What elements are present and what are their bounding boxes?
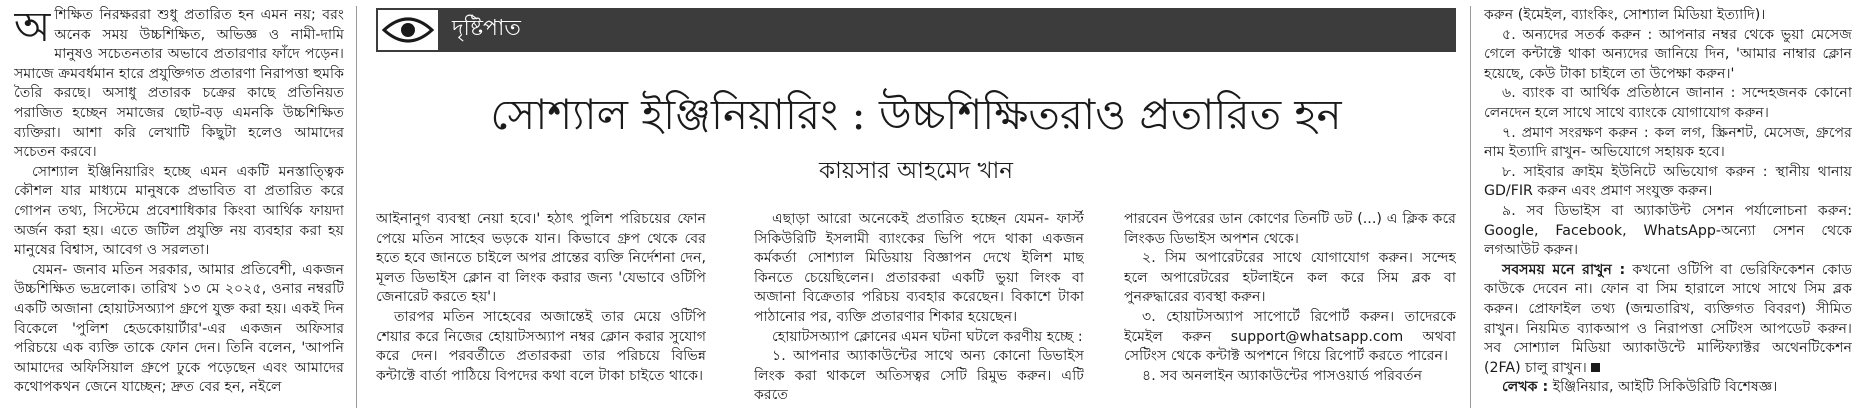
drop-cap: অ [14, 6, 51, 51]
column-divider [1470, 6, 1471, 408]
article-byline: কায়সার আহমেদ খান [819, 158, 1013, 184]
paragraph: যেমন- জনাব মতিন সরকার, আমার প্রতিবেশী, একজন উচ্চশিক্ষিত ভদ্রলোক। তারিখ ১৩ মে ২০২৫, ওনার নম্বরটি একটি অজানা হোয়াটসঅ্যাপ গ্রুপে যুক্ত করা হয়। একই দিন বিকেলে 'পুলিশ হেডকোয়ার্টার'-এর একজন অফিসার পরিচয়ে এক ব্যক্তি তাকে ফোন দেন। তিনি বলেন, 'আপনি আমাদের অফিসিয়াল গ্রুপে ঢুকে পড়েছেন এবং আমাদের কথোপকথন জেনে যাচ্ছেন; দ্রুত বের হন, নইলে [14, 261, 344, 396]
advice-text: কখনো ওটিপি বা ভেরিফিকেশন কোড কাউকে দেবেন না। ফোন বা সিম হারালে সাথে সাথে সিম ব্লক করুন। প্রোফাইল তথ্য (জন্মতারিখ, ব্যক্তিগত বিবরণ) সীমিত রাখুন। নিয়মিত ব্যাকআপ ও নিরাপত্তা সেটিংস আপডেট করুন। সব সোশ্যাল মিডিয়া অ্যাকাউন্টে মাল্টিফ্যাক্টর অথেনটিকেশন (2FA) চালু রাখুন। [1484, 261, 1852, 376]
paragraph: ৫. অন্যদের সতর্ক করুন : আপনার নম্বর থেকে ভুয়া মেসেজ গেলে কন্টাক্টে থাকা অন্যদের জানিয়ে দিন, 'আমার নাম্বার ক্লোন হয়েছে, কেউ টাকা চাইলে তা উপেক্ষা করুন।' [1484, 26, 1852, 82]
advice-lead: সবসময় মনে রাখুন : [1502, 261, 1626, 278]
paragraph: হোয়াটসঅ্যাপ ক্লোনের এমন ঘটনা ঘটলে করণীয় হচ্ছে : [772, 328, 1083, 345]
article-column-5 [1484, 6, 1852, 408]
intro-text: শিক্ষিত নিরক্ষররা শুধু প্রতারিত হন এমন নয়; বরং অনেক সময় উচ্চশিক্ষিত, অভিজ্ঞ ও নামী-দামি মানুষও সচেতনতার অভাবে প্রতারণার ফাঁদে পড়েন। সমাজে ক্রমবর্ধমান হারে প্রযুক্তিগত প্রতারণা নিরাপত্তা হুমকি তৈরি করছে। অসাধু প্রতারক চক্রের কাছে প্রতিনিয়ত পরাজিত হচ্ছেন সমাজের ছোট-বড় এমনকি উচ্চশিক্ষিত ব্যক্তিরা। আশা করি লেখাটি কিছুটা হলেও আমাদের সচেতন করবে। [14, 7, 344, 161]
advice-paragraph [1484, 261, 1852, 379]
eye-icon [376, 8, 440, 52]
paragraph: ৪. সব অনলাইন অ্যাকাউন্টের পাসওয়ার্ড পরিবর্তন [1142, 367, 1423, 384]
paragraph: ১. আপনার অ্যাকাউন্টের সাথে অন্য কোনো ডিভাইস লিংক করা থাকলে অতিসত্বর সেটি রিমুভ করুন। এটি করতে [754, 348, 1084, 404]
paragraph: ৬. ব্যাংক বা আর্থিক প্রতিষ্ঠানে জানান : সন্দেহজনক কোনো লেনদেন হলে সাথে সাথে ব্যাংকে যোগাযোগ করুন। [1484, 85, 1852, 121]
paragraph: আইনানুগ ব্যবস্থা নেয়া হবে।' হঠাৎ পুলিশ পরিচয়ের ফোন পেয়ে মতিন সাহেব ভড়কে যান। কিভাবে গ্রুপ থেকে বের হতে হবে জানতে চাইলে অপর প্রান্তের ব্যক্তি নির্দেশনা দেন, মূলত ডিভাইস ক্লোন বা লিংক করার জন্য 'যেভাবে ওটিপি জেনারেট করতে হয়'। [376, 211, 706, 306]
article-column-3 [754, 210, 1084, 408]
article-column-1 [14, 6, 344, 408]
paragraph: ৩. হোয়াটসঅ্যাপ সাপোর্টে রিপোর্ট করুন। তাদেরকে ইমেইল করুন support@whatsapp.com অথবা সেটিংস থেকে কন্টাক্ট অপশনে গিয়ে রিপোর্ট করতে পারেন। [1124, 308, 1456, 365]
paragraph: ৮. সাইবার ক্রাইম ইউনিটে অভিযোগ করুন : স্থানীয় থানায় GD/FIR করুন এবং প্রমাণ সংযুক্ত করুন। [1484, 163, 1852, 200]
author-note [1484, 378, 1852, 398]
paragraph: করুন (ইমেইল, ব্যাংকিং, সোশ্যাল মিডিয়া ইত্যাদি)। [1484, 7, 1766, 23]
paragraph: ২. সিম অপারেটরের সাথে যোগাযোগ করুন। সন্দেহ হলে অপারেটরের হটলাইনে কল করে সিম ব্লক বা পুনরুদ্ধারের ব্যবস্থা করুন। [1124, 250, 1456, 306]
paragraph: ৯. সব ডিভাইস বা অ্যাকাউন্ট সেশন পর্যালোচনা করুন: Google, Facebook, WhatsApp-অন্যো সেশন থেকে লগআউট করুন। [1484, 202, 1852, 259]
paragraph: ৭. প্রমাণ সংরক্ষণ করুন : কল লগ, স্ক্রিনশট, মেসেজ, গ্রুপের নাম ইত্যাদি রাখুন- অভিযোগে সহায়ক হবে। [1484, 124, 1852, 161]
article-column-2 [376, 210, 706, 408]
author-label: লেখক : [1502, 379, 1549, 396]
section-header-bar [376, 8, 1456, 52]
paragraph: এছাড়া আরো অনেকেই প্রতারিত হচ্ছেন যেমন- ফার্স্ট সিকিউরিটি ইসলামী ব্যাংকের ভিপি পদে থাকা একজন কর্মকর্তা সোশ্যাল মিডিয়ায় বিজ্ঞাপন দেখে ইলিশ মাছ কিনতে চেয়েছিলেন। প্রতারকরা একটি ভুয়া লিংক বা অজানা বিক্রেতার পরিচয় ব্যবহার করেছেন। বিকাশে টাকা পাঠানোর পর, ব্যক্তি প্রতারণার শিকার হয়েছেন। [754, 211, 1084, 325]
paragraph: তারপর মতিন সাহেবের অজান্তেই তার মেয়ে ওটিপি শেয়ার করে নিজের হোয়াটসঅ্যাপ নম্বর ক্লোন করার সুযোগ করে দেন। পরবর্তীতে প্রতারকরা তার পরিচয়ে বিভিন্ন কন্টাক্টে বার্তা পাঠিয়ে বিপদের কথা বলে টাকা চাইতে থাকে। [376, 308, 706, 384]
article-headline: সোশ্যাল ইঞ্জিনিয়ারিং : উচ্চশিক্ষিতরাও প্রতারিত হন [490, 90, 1342, 139]
end-mark [1591, 363, 1600, 372]
intro-paragraph [14, 6, 344, 163]
paragraph: সোশ্যাল ইঞ্জিনিয়ারিং হচ্ছে এমন একটি মনস্তাত্ত্বিক কৌশল যার মাধ্যমে মানুষকে প্রভাবিত বা প্রতারিত করে গোপন তথ্য, সিস্টেমে প্রবেশাধিকার কিংবা আর্থিক ফায়দা অর্জন করা হয়। এতে জটিল প্রযুক্তি নয় ব্যবহার করা হয় মানুষের বিশ্বাস, আবেগ ও সরলতা। [14, 163, 344, 259]
column-divider [356, 6, 357, 408]
section-label: দৃষ্টিপাত [452, 16, 521, 41]
paragraph: পারবেন উপরের ডান কোণের তিনটি ডট (...) এ ক্লিক করে লিংকড ডিভাইস অপশন থেকে। [1124, 211, 1456, 247]
article-column-4 [1124, 210, 1456, 408]
author-description: ইঞ্জিনিয়ার, আইটি সিকিউরিটি বিশেষজ্ঞ। [1548, 379, 1778, 396]
